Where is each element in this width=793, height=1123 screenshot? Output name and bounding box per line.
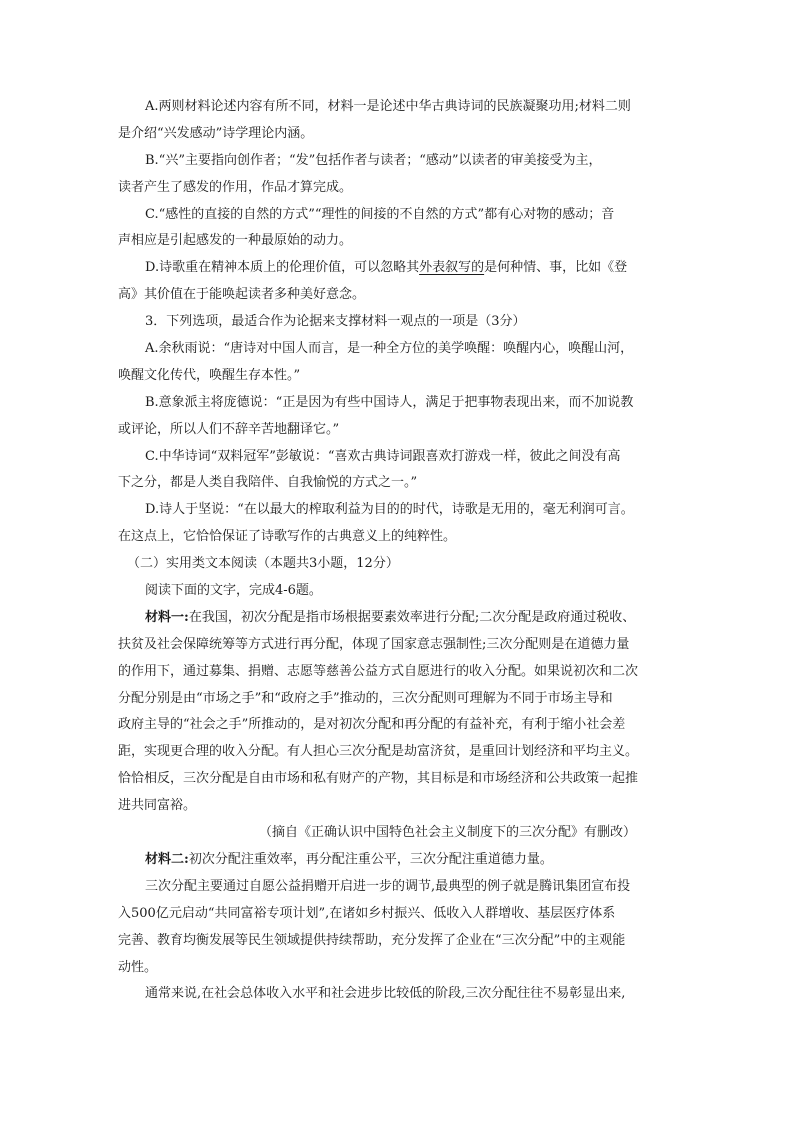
text-line bbox=[118, 282, 678, 309]
text-line bbox=[118, 551, 678, 578]
text-segment: C.“感性的直接的自然的方式”“理性的间接的不自然的方式”都有心对物的感动；音 bbox=[145, 206, 615, 222]
text-line bbox=[118, 121, 678, 148]
text-line bbox=[118, 659, 678, 686]
text-line bbox=[118, 336, 678, 363]
text-segment: 完善、教育均衡发展等民生领域提供持续帮助，充分发挥了企业在“三次分配”中的主观能 bbox=[118, 932, 626, 948]
text-segment: 声相应是引起感发的一种最原始的动力。 bbox=[118, 233, 353, 249]
text-line bbox=[118, 820, 678, 847]
text-segment: B.“兴”主要指向创作者；“发”包括作者与读者；“感动”以读者的审美接受为主， bbox=[145, 152, 602, 168]
text-segment: 通常来说,在社会总体收入水平和社会进步比较低的阶段,三次分配往往不易彰显出来, bbox=[145, 986, 626, 1002]
text-segment: 在我国，初次分配是指市场根据要素效率进行分配;二次分配是政府通过税收、 bbox=[188, 609, 636, 625]
text-line bbox=[118, 417, 678, 444]
text-line bbox=[118, 444, 678, 471]
text-line bbox=[118, 874, 678, 901]
text-segment: 进共同富裕。 bbox=[118, 798, 197, 814]
text-segment: 政府主导的“社会之手”所推动的，是对初次分配和再分配的有益补充，有利于缩小社会差 bbox=[118, 717, 626, 733]
text-segment: 唤醒文化传代，唤醒生存本性。” bbox=[118, 367, 301, 383]
text-segment: （摘自《正确认识中国特色社会主义制度下的三次分配》有删改） bbox=[259, 825, 637, 841]
text-segment: B.意象派主将庞德说：“正是因为有些中国诗人，满足于把事物表现出来，而不加说教 bbox=[145, 394, 634, 410]
text-line bbox=[118, 847, 678, 874]
text-segment: 的作用下，通过募集、捐赠、志愿等慈善公益方式自愿进行的收入分配。如果说初次和二次 bbox=[118, 663, 639, 679]
text-segment: 是何种情、事，比如《登 bbox=[484, 260, 628, 276]
document-page bbox=[118, 94, 678, 1008]
text-segment: 是介绍“兴发感动”诗学理论内涵。 bbox=[118, 125, 314, 141]
text-line bbox=[118, 363, 678, 390]
text-segment: （二）实用类文本阅读（本题共3小题，12分） bbox=[127, 556, 399, 572]
text-segment: D.诗歌重在精神本质上的伦理价值，可以忽略其 bbox=[145, 260, 420, 276]
text-line bbox=[118, 578, 678, 605]
material-label: 材料二: bbox=[145, 851, 189, 867]
text-segment: 高》其价值在于能唤起读者多种美好意念。 bbox=[118, 287, 366, 303]
text-line bbox=[118, 470, 678, 497]
text-segment: 距，实现更合理的收入分配。有人担心三次分配是劫富济贫，是重回计划经济和平均主义。 bbox=[118, 744, 639, 760]
text-line bbox=[118, 981, 678, 1008]
text-line bbox=[118, 390, 678, 417]
text-line bbox=[118, 309, 678, 336]
text-segment: 分配分别是由“市场之手”和“政府之手”推动的，三次分配则可理解为不同于市场主导和 bbox=[118, 690, 613, 706]
text-segment: C.中华诗词“双料冠军”彭敏说：“喜欢古典诗词跟喜欢打游戏一样，彼此之间没有高 bbox=[145, 448, 621, 464]
text-segment: 初次分配注重效率，再分配注重公平，三次分配注重道德力量。 bbox=[188, 851, 553, 867]
text-line bbox=[118, 928, 678, 955]
text-line bbox=[118, 686, 678, 713]
text-line bbox=[118, 955, 678, 982]
text-segment: 在这点上，它恰恰保证了诗歌写作的古典意义上的纯粹性。 bbox=[118, 529, 457, 545]
text-segment: 入500亿元启动“共同富裕专项计划”,在诸如乡村振兴、低收入人群增收、基层医疗体系 bbox=[118, 905, 616, 921]
text-line bbox=[118, 94, 678, 121]
text-line bbox=[118, 175, 678, 202]
text-segment: 3．下列选项，最适合作为论据来支撑材料一观点的一项是（3分） bbox=[145, 314, 526, 330]
text-segment: 读者产生了感发的作用，作品才算完成。 bbox=[118, 179, 353, 195]
text-segment: 或评论，所以人们不辞辛苦地翻译它。” bbox=[118, 421, 340, 437]
text-line bbox=[118, 524, 678, 551]
text-line bbox=[118, 497, 678, 524]
text-segment: A.余秋雨说：“唐诗对中国人而言，是一种全方位的美学唤醒：唤醒内心，唤醒山河， bbox=[145, 341, 634, 357]
text-line bbox=[118, 739, 678, 766]
text-line bbox=[118, 605, 678, 632]
text-line bbox=[118, 766, 678, 793]
text-line bbox=[118, 255, 678, 282]
text-segment: 阅读下面的文字，完成4-6题。 bbox=[145, 583, 322, 599]
text-line bbox=[118, 148, 678, 175]
text-segment: 三次分配主要通过自愿公益捐赠开启进一步的调节,最典型的例子就是腾讯集团宣布投 bbox=[145, 878, 631, 894]
underlined-text: 外表叙写的 bbox=[419, 260, 485, 276]
text-segment: 扶贫及社会保障统筹等方式进行再分配，体现了国家意志强制性;三次分配则是在道德力量 bbox=[118, 636, 630, 652]
text-line bbox=[118, 901, 678, 928]
text-segment: 动性。 bbox=[118, 959, 158, 975]
text-line bbox=[118, 793, 678, 820]
text-segment: 下之分，都是人类自我陪伴、自我愉悦的方式之一。” bbox=[118, 475, 418, 491]
text-segment: 恰恰相反，三次分配是自由市场和私有财产的产物，其目标是和市场经济和公共政策一起推 bbox=[118, 771, 639, 787]
text-line bbox=[118, 712, 678, 739]
text-line bbox=[118, 202, 678, 229]
text-segment: D.诗人于坚说：“在以最大的榨取利益为目的的时代，诗歌是无用的，毫无利润可言。 bbox=[145, 502, 634, 518]
material-label: 材料一: bbox=[145, 609, 189, 625]
text-segment: A.两则材料论述内容有所不同，材料一是论述中华古典诗词的民族凝聚功用;材料二则 bbox=[145, 99, 631, 114]
text-line bbox=[118, 228, 678, 255]
text-line bbox=[118, 632, 678, 659]
